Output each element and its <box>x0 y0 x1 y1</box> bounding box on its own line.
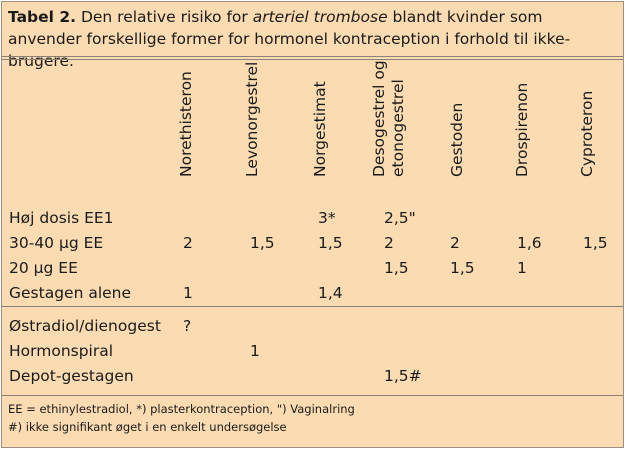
row-label: Depot-gestagen <box>9 367 134 385</box>
column-header-levonorgestrel <box>232 61 272 196</box>
footnote: #) ikke signifikant øget i en enkelt undersøgelse <box>8 420 287 434</box>
caption-text-2: blandt kvinder som anvender forskellige former for hormonel kontraception i forhold til ikke-brugere. <box>8 8 571 70</box>
footnote: EE = ethinylestradiol, *) plasterkontraception, ") Vaginalring <box>8 402 355 416</box>
row-label: 20 µg EE <box>9 259 78 277</box>
table-cell: 1,5 <box>318 234 343 252</box>
column-header-label: Desogestrel og <box>370 60 388 177</box>
column-header-label: Norethisteron <box>177 71 195 177</box>
footer-rule <box>2 395 623 396</box>
column-header-norgestimat <box>300 72 340 196</box>
row-label: Østradiol/dienogest <box>9 317 161 335</box>
table-cell: 1,5 <box>250 234 275 252</box>
column-header-norethisteron <box>166 72 206 196</box>
row-label: 30-40 µg EE <box>9 234 104 252</box>
row-label: Hormonspiral <box>9 342 114 360</box>
column-header-desogestrel <box>368 60 408 196</box>
table-caption <box>8 6 618 72</box>
table-frame <box>1 1 624 448</box>
section-rule <box>2 306 623 307</box>
table-cell: 2 <box>384 234 394 252</box>
table-cell: 1,6 <box>517 234 542 252</box>
table-cell: 1,5 <box>450 259 475 277</box>
table-cell: 1 <box>250 342 260 360</box>
table-cell: 1,4 <box>318 284 343 302</box>
column-header-label: Drospirenon <box>513 82 531 177</box>
table-cell: 2 <box>450 234 460 252</box>
column-header-label-2: etonogestrel <box>389 79 407 177</box>
column-header-cyproteron <box>567 72 607 196</box>
row-label: Gestagen alene <box>9 284 132 302</box>
table-cell: 1,5 <box>384 259 409 277</box>
column-header-label: Levonorgestrel <box>243 61 261 177</box>
table-cell: 1,5# <box>384 367 422 385</box>
row-label: Høj dosis EE1 <box>9 209 114 227</box>
column-header-label: Norgestimat <box>311 81 329 177</box>
table-cell: 1 <box>517 259 527 277</box>
table-cell: 1 <box>183 284 193 302</box>
caption-label: Tabel 2. <box>8 8 77 26</box>
table-cell: 1,5 <box>583 234 608 252</box>
table-cell: 2 <box>183 234 193 252</box>
header-rule <box>2 56 623 60</box>
caption-italic: arteriel trombose <box>252 8 388 26</box>
table-cell: 2,5" <box>384 209 416 227</box>
column-header-drospirenon <box>502 72 542 196</box>
column-header-gestoden <box>437 72 477 196</box>
table-cell: 3* <box>318 209 336 227</box>
caption-text-1: Den relative risiko for <box>76 8 253 26</box>
column-header-label: Cyproteron <box>578 90 596 177</box>
column-header-label: Gestoden <box>448 102 466 177</box>
table-cell: ? <box>183 317 192 335</box>
